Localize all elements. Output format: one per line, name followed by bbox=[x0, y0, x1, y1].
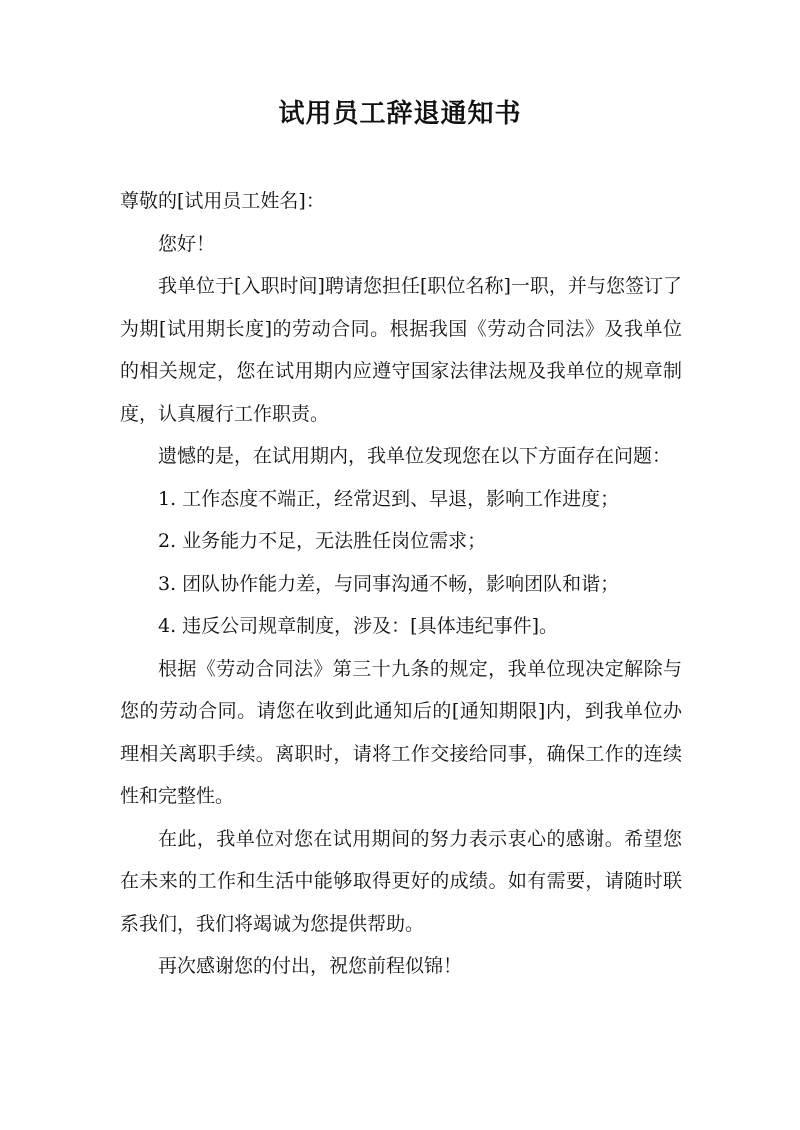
decision-paragraph: 根据《劳动合同法》第三十九条的规定，我单位现决定解除与您的劳动合同。请您在收到此通知后的[通知期限]内，到我单位办理相关离职手续。离职时，请将工作交接给同事，确保工作的连续性和完整性。 bbox=[120, 657, 682, 807]
thanks-paragraph: 在此，我单位对您在试用期间的努力表示衷心的感谢。希望您在未来的工作和生活中能够取得更好的成绩。如有需要，请随时联系我们，我们将竭诚为您提供帮助。 bbox=[120, 827, 682, 935]
document-body bbox=[120, 180, 682, 988]
document-title: 试用员工辞退通知书 bbox=[278, 99, 522, 129]
closing-paragraph: 再次感谢您的付出，祝您前程似锦！ bbox=[158, 955, 463, 977]
issue-item-3: 3. 团队协作能力差，与同事沟通不畅，影响团队和谐； bbox=[158, 572, 620, 595]
issue-item-1: 1. 工作态度不端正，经常迟到、早退，影响工作进度； bbox=[158, 487, 620, 510]
issue-item-2: 2. 业务能力不足，无法胜任岗位需求； bbox=[158, 530, 487, 552]
issues-intro: 遗憾的是，在试用期内，我单位发现您在以下方面存在问题： bbox=[158, 445, 672, 467]
intro-paragraph: 我单位于[入职时间]聘请您担任[职位名称]一职，并与您签订了为期[试用期长度]的劳动合同。根据我国《劳动合同法》及我单位的相关规定，您在试用期内应遵守国家法律法规及我单位的规章制度，认真履行工作职责。 bbox=[120, 275, 682, 425]
salutation: 尊敬的[试用员工姓名]： bbox=[120, 190, 325, 212]
greeting: 您好！ bbox=[158, 232, 216, 255]
issue-item-4: 4. 违反公司规章制度，涉及：[具体违纪事件]。 bbox=[158, 615, 558, 637]
